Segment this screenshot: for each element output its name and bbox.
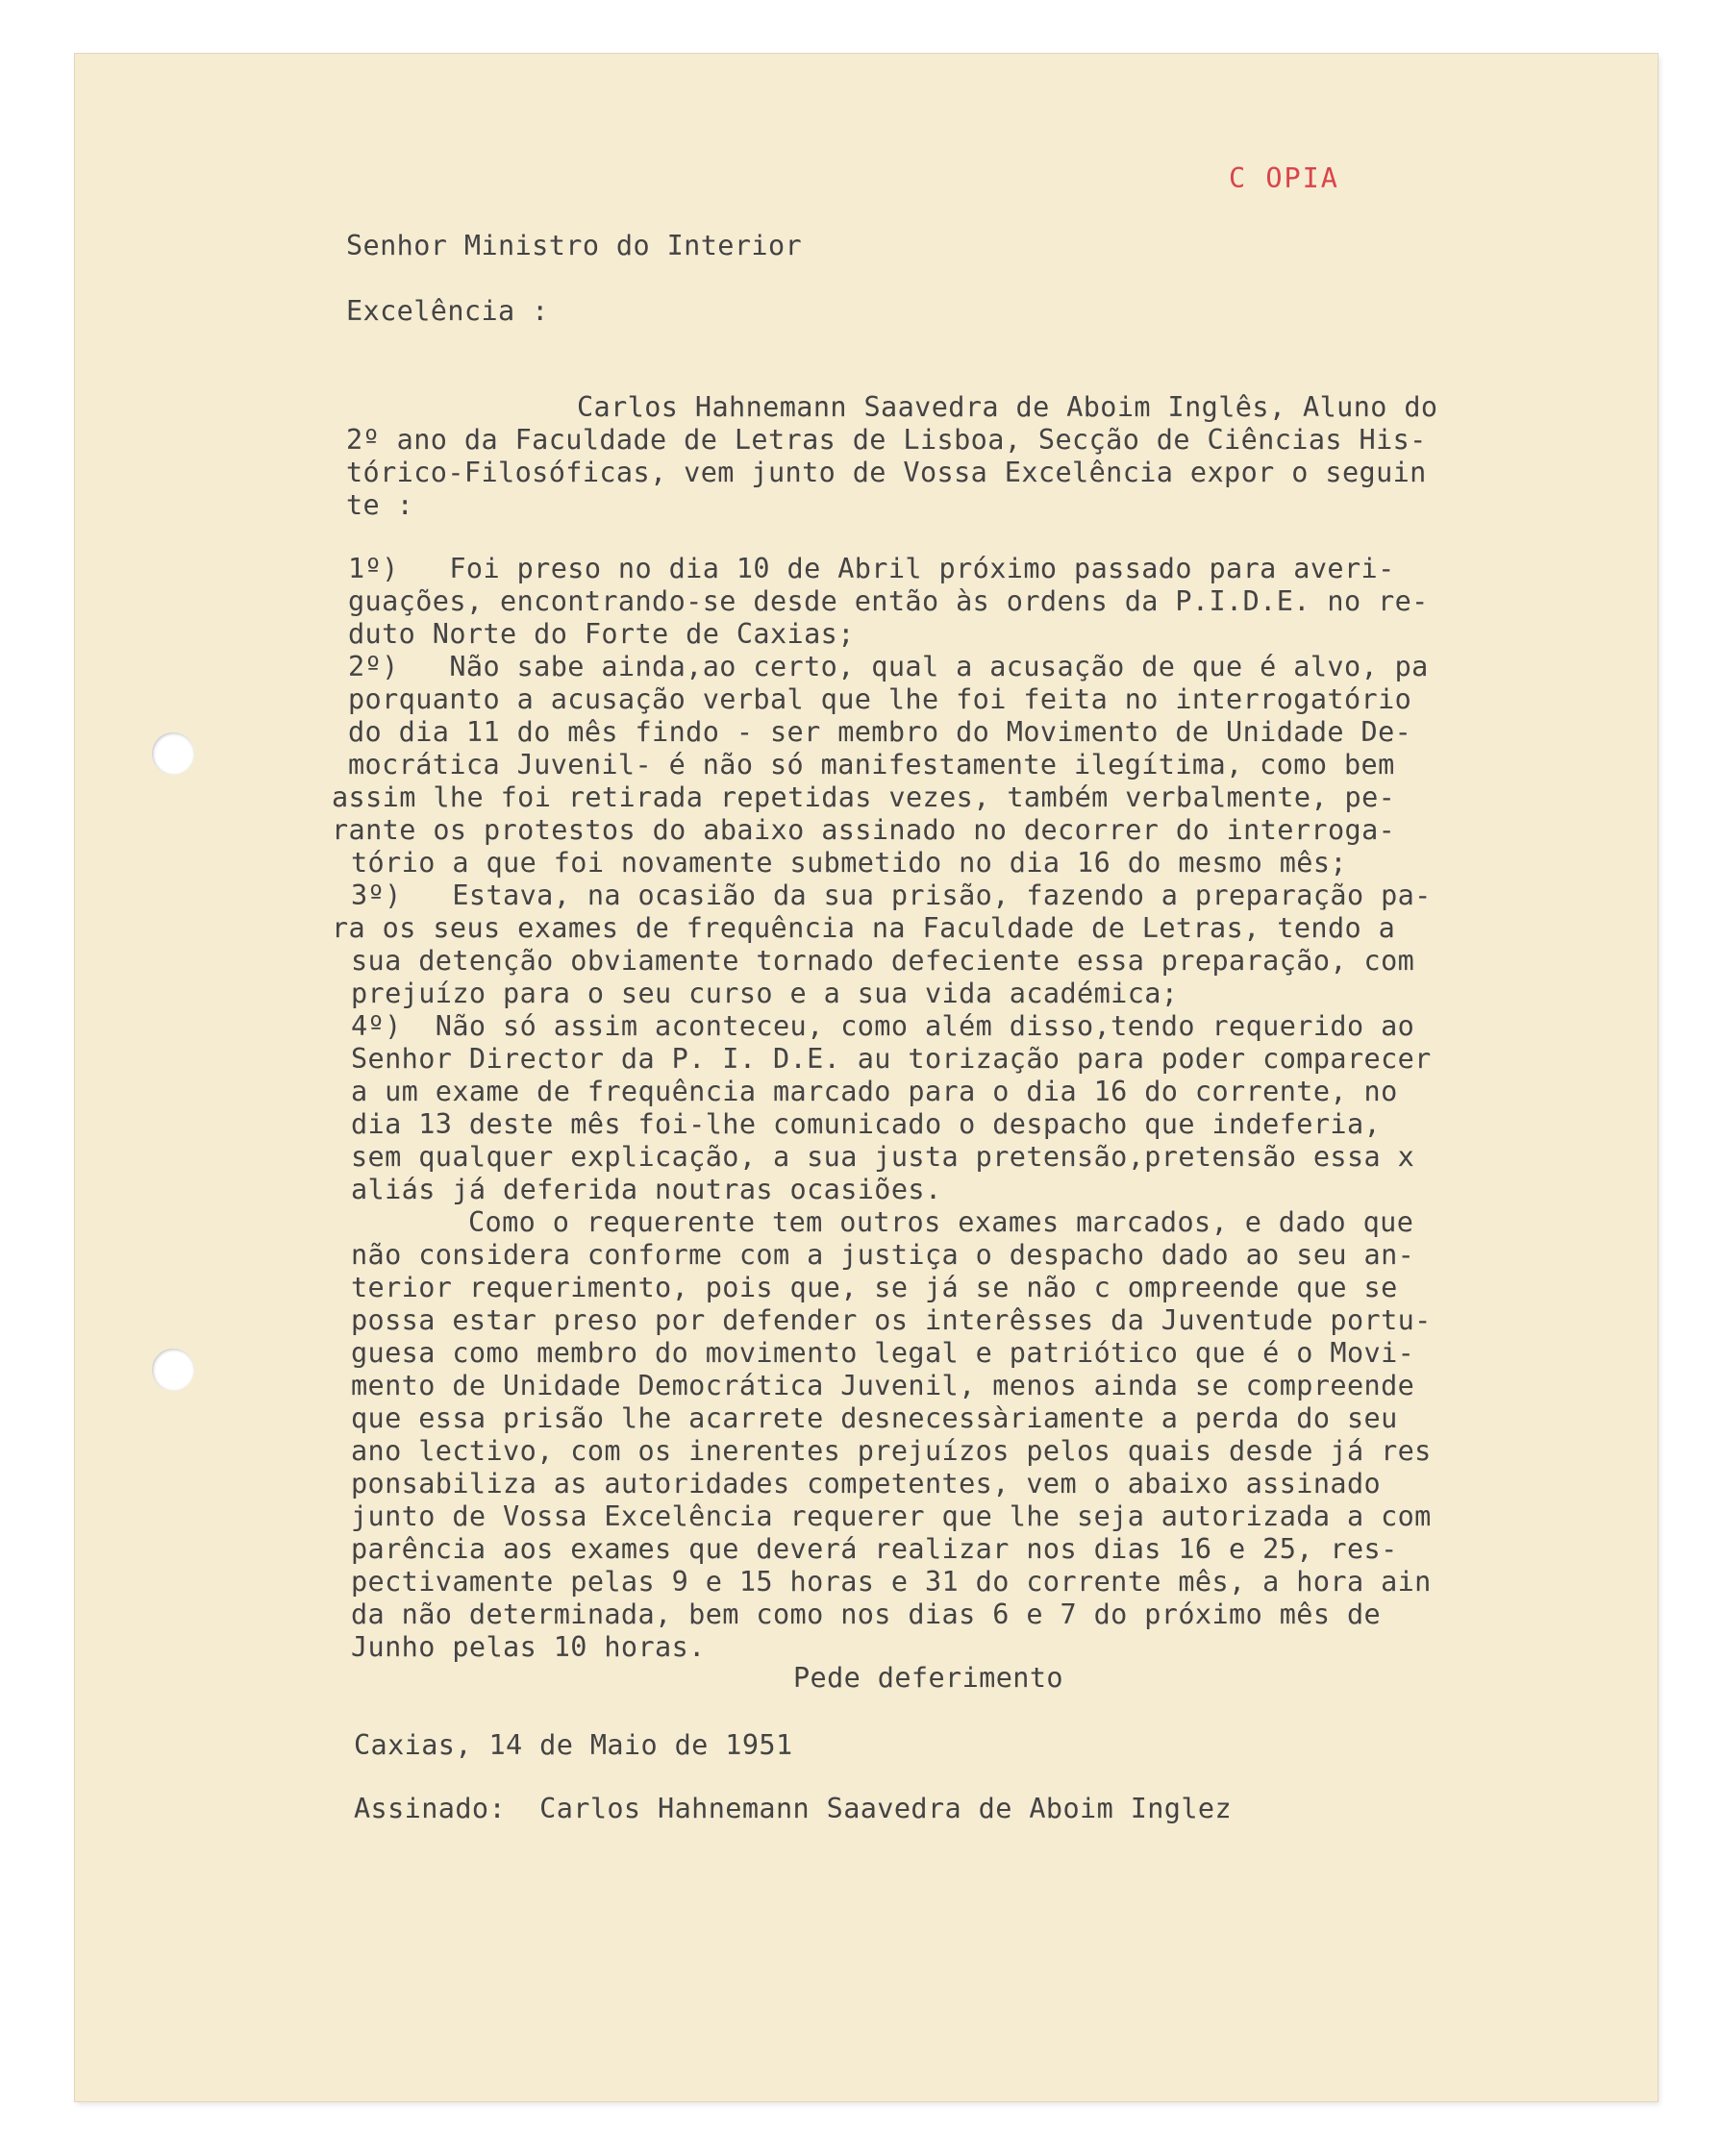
body-line: 2º ano da Faculdade de Letras de Lisboa, Secção de Ciências His-: [346, 424, 1427, 456]
body-line: tórico-Filosóficas, vem junto de Vossa Excelência expor o seguin: [346, 457, 1427, 488]
place-and-date: Caxias, 14 de Maio de 1951: [354, 1729, 793, 1761]
body-line: não considera conforme com a justiça o despacho dado ao seu an-: [351, 1239, 1415, 1271]
body-line: sua detenção obviamente tornado defeciente essa preparação, com: [351, 945, 1415, 977]
body-line: sem qualquer explicação, a sua justa pretensão,pretensão essa x: [351, 1141, 1415, 1173]
body-line: 2º) Não sabe ainda,ao certo, qual a acusação de que é alvo, pa: [348, 651, 1429, 682]
greeting: Excelência :: [346, 295, 549, 327]
body-line: assim lhe foi retirada repetidas vezes, também verbalmente, pe-: [332, 781, 1396, 813]
body-line: 1º) Foi preso no dia 10 de Abril próximo passado para averi-: [348, 553, 1395, 584]
copy-stamp: C OPIA: [1229, 162, 1339, 194]
body-line: duto Norte do Forte de Caxias;: [348, 618, 855, 650]
body-line: Senhor Director da P. I. D.E. au torização para poder comparecer: [351, 1043, 1432, 1075]
punch-hole-bottom: [152, 1349, 194, 1391]
body-line: tório a que foi novamente submetido no dia 16 do mesmo mês;: [351, 847, 1347, 879]
body-line: rante os protestos do abaixo assinado no decorrer do interroga-: [332, 814, 1396, 846]
body-line: dia 13 deste mês foi-lhe comunicado o despacho que indeferia,: [351, 1108, 1382, 1140]
body-line: junto de Vossa Excelência requerer que lhe seja autorizada a com: [351, 1500, 1432, 1532]
salutation: Senhor Ministro do Interior: [346, 230, 803, 261]
body-line: pectivamente pelas 9 e 15 horas e 31 do corrente mês, a hora ain: [351, 1566, 1432, 1598]
body-line: mocrática Juvenil- é não só manifestamente ilegítima, como bem: [348, 749, 1395, 781]
punch-hole-top: [152, 732, 194, 775]
body-line: parência aos exames que deverá realizar nos dias 16 e 25, res-: [351, 1533, 1398, 1565]
body-line: da não determinada, bem como nos dias 6 e 7 do próximo mês de: [351, 1598, 1382, 1630]
body-line: do dia 11 do mês findo - ser membro do Movimento de Unidade De-: [348, 716, 1412, 748]
body-line: prejuízo para o seu curso e a sua vida académica;: [351, 978, 1179, 1009]
body-line: ponsabiliza as autoridades competentes, vem o abaixo assinado: [351, 1468, 1382, 1499]
closing-formula: Pede deferimento: [793, 1662, 1063, 1694]
body-line: guações, encontrando-se desde então às ordens da P.I.D.E. no re-: [348, 585, 1429, 617]
body-line: te :: [346, 489, 414, 521]
body-line: guesa como membro do movimento legal e patriótico que é o Movi-: [351, 1337, 1415, 1369]
body-line: ra os seus exames de frequência na Faculdade de Letras, tendo a: [332, 912, 1396, 944]
body-line: 3º) Estava, na ocasião da sua prisão, fazendo a preparação pa-: [351, 880, 1432, 911]
body-line: porquanto a acusação verbal que lhe foi feita no interrogatório: [348, 683, 1412, 715]
body-line: Carlos Hahnemann Saavedra de Aboim Inglês, Aluno do: [577, 391, 1438, 423]
body-line: a um exame de frequência marcado para o dia 16 do corrente, no: [351, 1076, 1398, 1107]
body-line: terior requerimento, pois que, se já se não c ompreende que se: [351, 1272, 1398, 1303]
signature-line: Assinado: Carlos Hahnemann Saavedra de Aboim Inglez: [354, 1793, 1233, 1824]
body-line: possa estar preso por defender os interêsses da Juventude portu-: [351, 1304, 1432, 1336]
body-line: 4º) Não só assim aconteceu, como além disso,tendo requerido ao: [351, 1010, 1415, 1042]
body-line: Junho pelas 10 horas.: [351, 1631, 706, 1663]
body-line: mento de Unidade Democrática Juvenil, menos ainda se compreende: [351, 1370, 1415, 1401]
body-line: ano lectivo, com os inerentes prejuízos pelos quais desde já res: [351, 1435, 1432, 1467]
body-line: aliás já deferida noutras ocasiões.: [351, 1174, 942, 1205]
body-line: Como o requerente tem outros exames marcados, e dado que: [468, 1206, 1414, 1238]
body-line: que essa prisão lhe acarrete desnecessàriamente a perda do seu: [351, 1402, 1398, 1434]
